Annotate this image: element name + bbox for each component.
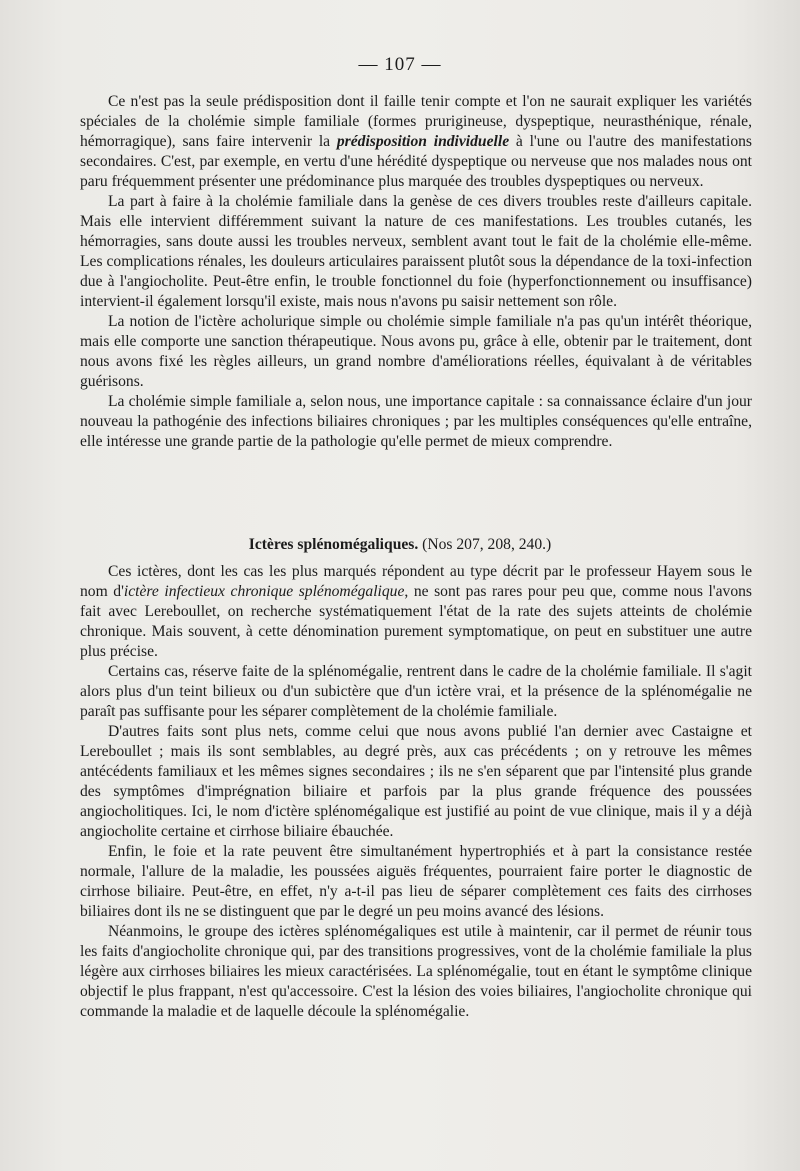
- section-cholemie-familiale: [80, 92, 752, 452]
- section-heading: [0, 536, 800, 554]
- heading-title: Ictères splénomégaliques.: [248, 536, 419, 553]
- paragraph: Enfin, le foie et la rate peuvent être simultanément hypertrophiés et à part la consistance restée normale, l'allure de la maladie, les poussées aiguës fréquentes, pourraient faire porter le diagnostic de cirrhose biliaire. Peut-être, en effet, n'y a-t-il pas lieu de séparer complètement ces faits des cirrhoses biliaires dont ils ne se distinguent que par le degré un peu moins avancé des lésions.: [80, 843, 752, 920]
- emphasis: ictère infectieux chronique splénomégalique: [123, 583, 405, 600]
- paragraph: La part à faire à la cholémie familiale dans la genèse de ces divers troubles reste d'ailleurs capitale. Mais elle intervient différemment suivant la nature de ces manifestations. Les troubles cutanés, les hémorragies, sans doute aussi les troubles nerveux, semblent avant tout le fait de la cholémie elle-même. Les complications rénales, les douleurs articulaires paraissent plutôt sous la dépendance de la toxi-infection due à l'angiocholite. Peut-être enfin, le trouble fonctionnel du foie (hyperfonctionnement ou insuffisance) intervient-il également lorsqu'il existe, mais nous n'avons pu saisir nettement son rôle.: [80, 193, 752, 310]
- heading-references: (Nos 207, 208, 240.): [422, 536, 552, 553]
- paragraph: Ces ictères, dont les cas les plus marqués répondent au type décrit par le professeur Hayem sous le nom d'ictère infectieux chronique splénomégalique, ne sont pas rares pour peu que, comme nous l'avons fait avec Lereboullet, on recherche systématiquement l'état de la rate des sujets atteints de cholémie chronique. Mais souvent, à cette dénomination purement symptomatique, on peut en substituer une autre plus précise.: [80, 563, 752, 660]
- emphasis: prédisposition individuelle: [336, 133, 510, 150]
- page-number: — 107 —: [358, 54, 442, 75]
- paragraph: Certains cas, réserve faite de la splénomégalie, rentrent dans le cadre de la cholémie familiale. Il s'agit alors plus d'un teint bilieux ou d'un subictère que d'un ictère vrai, et la présence de la splénomégalie ne paraît pas suffisante pour les séparer complètement de la cholémie familiale.: [80, 663, 752, 720]
- paragraph: La cholémie simple familiale a, selon nous, une importance capitale : sa connaissance éclaire d'un jour nouveau la pathogénie des infections biliaires chroniques ; par les multiples conséquences qu'elle entraîne, elle intéresse une grande partie de la pathologie qu'elle permet de mieux comprendre.: [80, 393, 752, 450]
- paragraph: Ce n'est pas la seule prédisposition dont il faille tenir compte et l'on ne saurait expliquer les variétés spéciales de la cholémie simple familiale (formes prurigineuse, dyspeptique, neurasthénique, rénale, hémorragique), sans faire intervenir la prédisposition individuelle à l'une ou l'autre des manifestations secondaires. C'est, par exemple, en vertu d'une hérédité dyspeptique ou nerveuse que nos malades nous ont paru fréquemment présenter une prédominance plus marquée des troubles dyspeptiques ou nerveux.: [80, 93, 752, 190]
- paragraph: La notion de l'ictère acholurique simple ou cholémie simple familiale n'a pas qu'un intérêt théorique, mais elle comporte une sanction thérapeutique. Nous avons pu, grâce à elle, obtenir par le traitement, dont nous avons fixé les règles ailleurs, un grand nombre d'améliorations réelles, équivalant à de véritables guérisons.: [80, 313, 752, 390]
- paragraph: D'autres faits sont plus nets, comme celui que nous avons publié l'an dernier avec Castaigne et Lereboullet ; mais ils sont semblables, au degré près, aux cas précédents ; on y retrouve les mêmes antécédents familiaux et les mêmes signes secondaires ; ils ne s'en séparent que par l'intensité plus grande des symptômes d'imprégnation biliaire et parfois par la plus grande fréquence des poussées angiocholitiques. Ici, le nom d'ictère splénomégalique est justifié au point de vue clinique, mais il y a déjà angiocholite certaine et cirrhose biliaire ébauchée.: [80, 723, 752, 840]
- section-icteres-splenomegaliques: [80, 562, 752, 1022]
- paragraph: Néanmoins, le groupe des ictères splénomégaliques est utile à maintenir, car il permet de réunir tous les faits d'angiocholite chronique qui, par des transitions progressives, vont de la cholémie familiale la plus légère aux cirrhoses biliaires les mieux caractérisées. La splénomégalie, tout en étant le symptôme clinique objectif le plus frappant, n'est qu'accessoire. C'est la lésion des voies biliaires, l'angiocholite chronique qui commande la maladie et de laquelle découle la splénomégalie.: [80, 923, 752, 1020]
